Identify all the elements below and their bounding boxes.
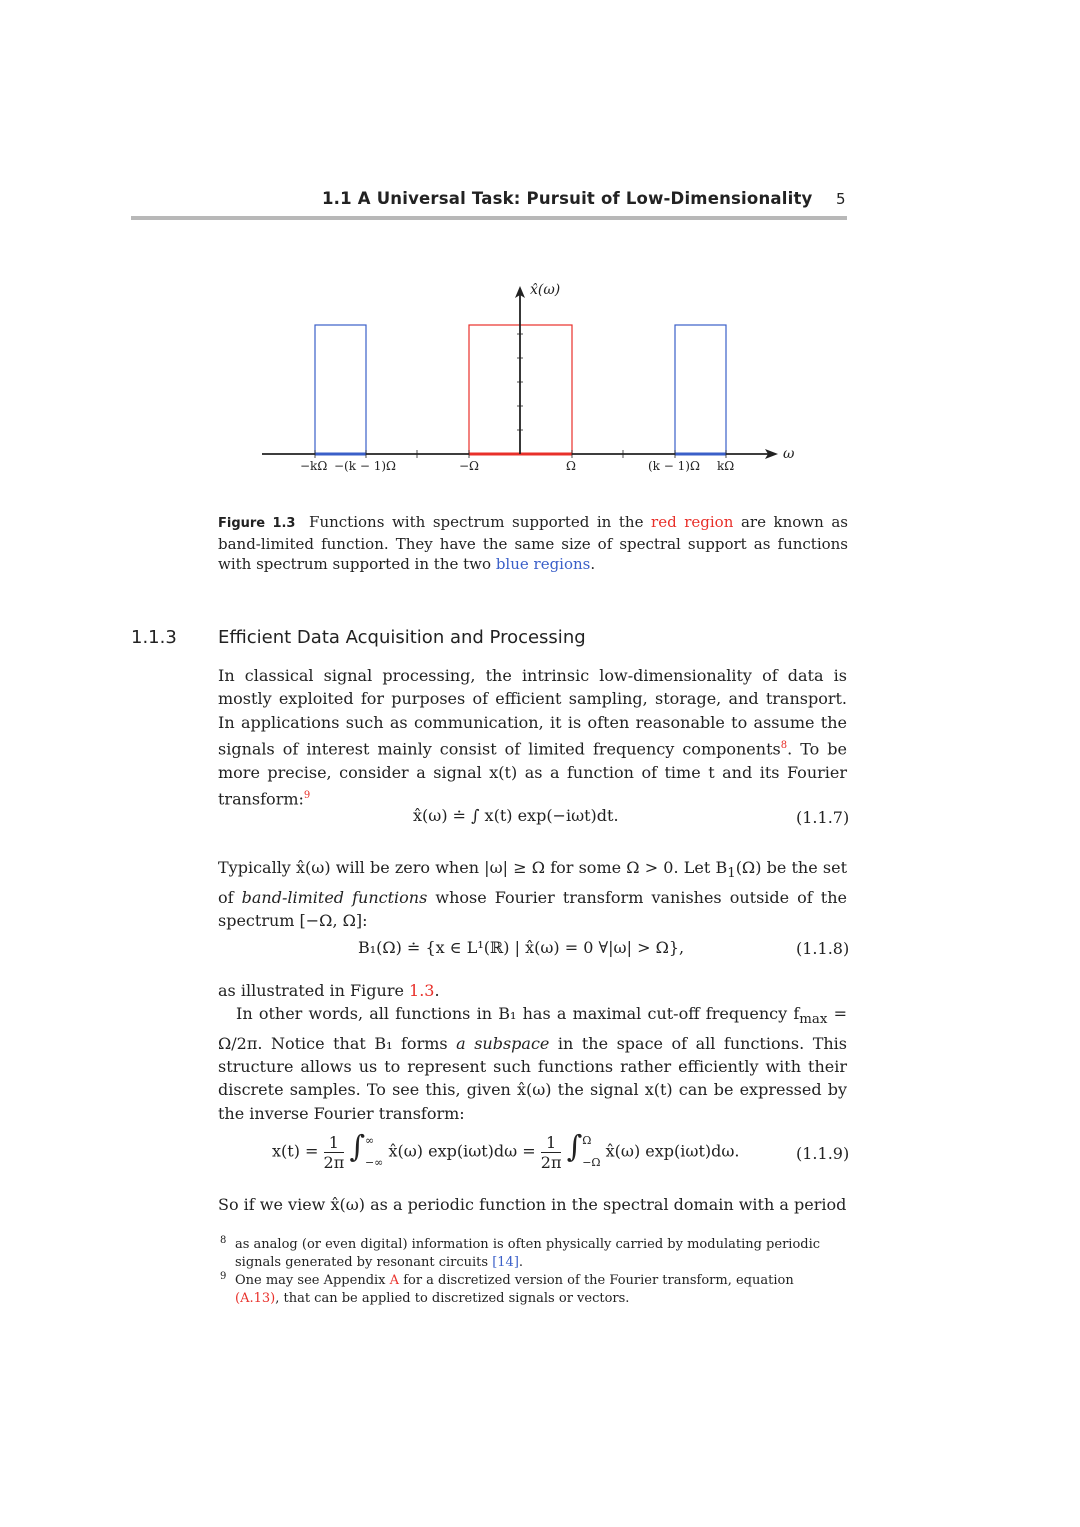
- citation-14[interactable]: [14]: [492, 1255, 519, 1270]
- blue-region-left: [315, 325, 366, 454]
- caption-red-text: red region: [651, 513, 734, 531]
- footnote-ref-9[interactable]: 9: [303, 790, 311, 802]
- tick-pos-k: kΩ: [717, 459, 735, 473]
- blue-region-right: [675, 325, 726, 454]
- caption-text-3: .: [590, 555, 596, 573]
- paragraph-4: In other words, all functions in B₁ has a maximal cut-off frequency $f_{max} = \Omega/2\pi$. Notice that B₁ forms a subspace in the space of all functions. This structure allows us to represent such functions rather efficiently with their discrete samples. To see this, given x̂(ω) the signal x(t) can be expressed by the inverse Fourier transform:: [218, 1004, 848, 1123]
- italic-term: band-limited functions: [241, 887, 428, 907]
- paragraph-5: So if we view x̂(ω) as a periodic function in the spectral domain with a period: [218, 1195, 847, 1214]
- figure-label: Figure 1.3: [218, 516, 296, 531]
- caption-text-2: are known as band-limited function. They have the same size of spectral support as functions with spectrum supported in the two: [218, 513, 848, 573]
- equation-number-1-1-8: (1.1.8): [796, 939, 850, 958]
- header-rule: [131, 216, 847, 220]
- equation-number-1-1-9: (1.1.9): [796, 1144, 850, 1163]
- figure-ref[interactable]: 1.3: [409, 981, 435, 1000]
- italic-term-subspace: a subspace: [456, 1033, 550, 1053]
- appendix-ref[interactable]: A: [389, 1273, 400, 1288]
- tick-pos-k1: (k − 1)Ω: [648, 459, 700, 473]
- tick-neg-omega: −Ω: [459, 459, 480, 473]
- tick-omega: Ω: [566, 459, 576, 473]
- equation-ref-a13[interactable]: (A.13): [235, 1291, 276, 1306]
- equation-1-1-7: x̂(ω) ≐ ∫ x(t) exp(−iωt)dt.: [413, 806, 619, 825]
- footnote-8: 8 as analog (or even digital) information is often physically carried by modulating periodic signals generated by resonant circuits [14].: [220, 1235, 821, 1270]
- equation-1-1-9: x(t) = $\frac{1}{2\pi}$ ∫ ∞ −∞ x̂(ω) exp(iωt)dω = $\frac{1}{2\pi}$ ∫ Ω −Ω x̂(ω) exp(iωt)dω.: [272, 1129, 740, 1172]
- caption-blue-text: blue regions: [495, 555, 591, 573]
- y-axis-label: x̂(ω): [530, 282, 561, 298]
- tick-neg-k: −kΩ: [300, 459, 328, 473]
- page-number: 5: [836, 190, 846, 208]
- paragraph-3: as illustrated in Figure 1.3.: [218, 981, 440, 1000]
- caption-text-1: Functions with spectrum supported in the: [309, 513, 644, 531]
- equation-number-1-1-7: (1.1.7): [796, 808, 850, 827]
- x-axis-label: ω: [783, 446, 795, 462]
- running-header-title: 1.1 A Universal Task: Pursuit of Low-Dimensionality: [322, 189, 813, 208]
- section-number: 1.1.3: [131, 627, 177, 648]
- footnote-ref-8[interactable]: 8: [780, 740, 788, 752]
- footnote-9: 9 One may see Appendix A for a discretized version of the Fourier transform, equation (A.13), that can be applied to discretized signals or vectors.: [220, 1271, 794, 1306]
- equation-1-1-8: B₁(Ω) ≐ {x ∈ L¹(ℝ) | x̂(ω) = 0 ∀|ω| > Ω},: [358, 938, 685, 957]
- tick-neg-k1: −(k − 1)Ω: [334, 459, 396, 473]
- paragraph-1: In classical signal processing, the intrinsic low-dimensionality of data is mostly exploited for purposes of efficient sampling, storage, and transport. In applications such as communication, it is often reasonable to assume the signals of interest mainly consist of limited frequency components$^8$. To be more precise, consider a signal x(t) as a function of time t and its Fourier transform:$^9$: [218, 666, 848, 809]
- figure-caption: [218, 512, 848, 574]
- figure-1-3: [250, 278, 810, 478]
- section-title: Efficient Data Acquisition and Processing: [218, 627, 586, 648]
- paragraph-2: Typically x̂(ω) will be zero when |ω| ≥ Ω for some Ω > 0. Let $B_1(\Omega)$ be the set of band-limited functions whose Fourier transform vanishes outside of the spectrum [−Ω, Ω]:: [218, 858, 848, 930]
